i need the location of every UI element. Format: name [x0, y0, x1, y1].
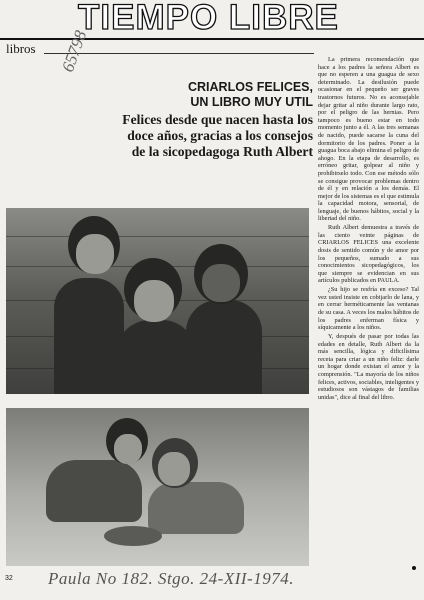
end-mark: [412, 566, 416, 570]
article-subhead: Felices desde que nacen hasta los doce años, gracias a los consejos de la sicopedagoga Ruth Albert: [122, 112, 313, 159]
catalog-number-handwritten: 65798: [58, 28, 91, 75]
body-paragraph: ¿Su hijo se resfría en exceso? Tal vez usted insiste en cobijarlo de lana, y en cerrar herméticamente las ventanas de su casa. A veces los malos hábitos de los padres enferman física y síquicamente a los niños.: [318, 286, 419, 332]
section-label: libros: [6, 41, 36, 56]
body-paragraph: Y, después de pasar por todas las edades en detalle, Ruth Albert da la más sencilla, lógica y dificilísima receta para criar a un niño feliz: darle un hogar donde existan el amor y la comprensión. "La mayoría de los niños felices, activos, sociables, inteligentes y estudiosos son vástagos de familias unidas", dice al final del libro.: [318, 332, 419, 401]
masthead-rule: [0, 38, 424, 40]
article-body: [318, 56, 419, 402]
masthead-title: TIEMPO LIBRE: [78, 0, 339, 37]
body-paragraph: Ruth Albert demuestra a través de las ciento veinte páginas de CRIARLOS FELICES una excelente dosis de sentido común y de amor por los pequeños, sumado a sus conocimientos sicopedagógicos, los que siempre se evidencian en sus artículos publicados en PAULA.: [318, 224, 419, 285]
handwritten-footer: Paula No 182. Stgo. 24-XII-1974.: [48, 569, 294, 588]
page-number: 32: [5, 575, 13, 582]
article-headline: CRIARLOS FELICES, UN LIBRO MUY UTIL: [187, 80, 313, 109]
body-paragraph: La primera recomendación que hace a los padres la señora Albert es que no esperen a una guagua de sexo determinado. La desilusión puede ocasionar en el pequeño ser graves trastornos futuros. No es aconsejable dejar gritar al niño durante largo rato, por el peligro de las hernias. Pero tampoco es bueno estar en todo momento junto a él. A las tres semanas de nacido, puede sacarse la cuna del dormitorio de los padres. Poner a la guagua boca abajo elimina el peligro de ahogo. En la etapa de desarrollo, es erróneo gritar, golpear al niño y prohibirselo todo. Con ese método sólo se consigue provocar problemas dentro de él y en relación a los demás. El mejor de los sistemas es el que estimula la capacidad motora, sensorial, de lenguaje, de buenos hábitos, social y la libertad del niño.: [318, 56, 419, 223]
photo-boys-wood-wall: [6, 208, 309, 394]
photo-children-playing-floor: [6, 408, 309, 566]
